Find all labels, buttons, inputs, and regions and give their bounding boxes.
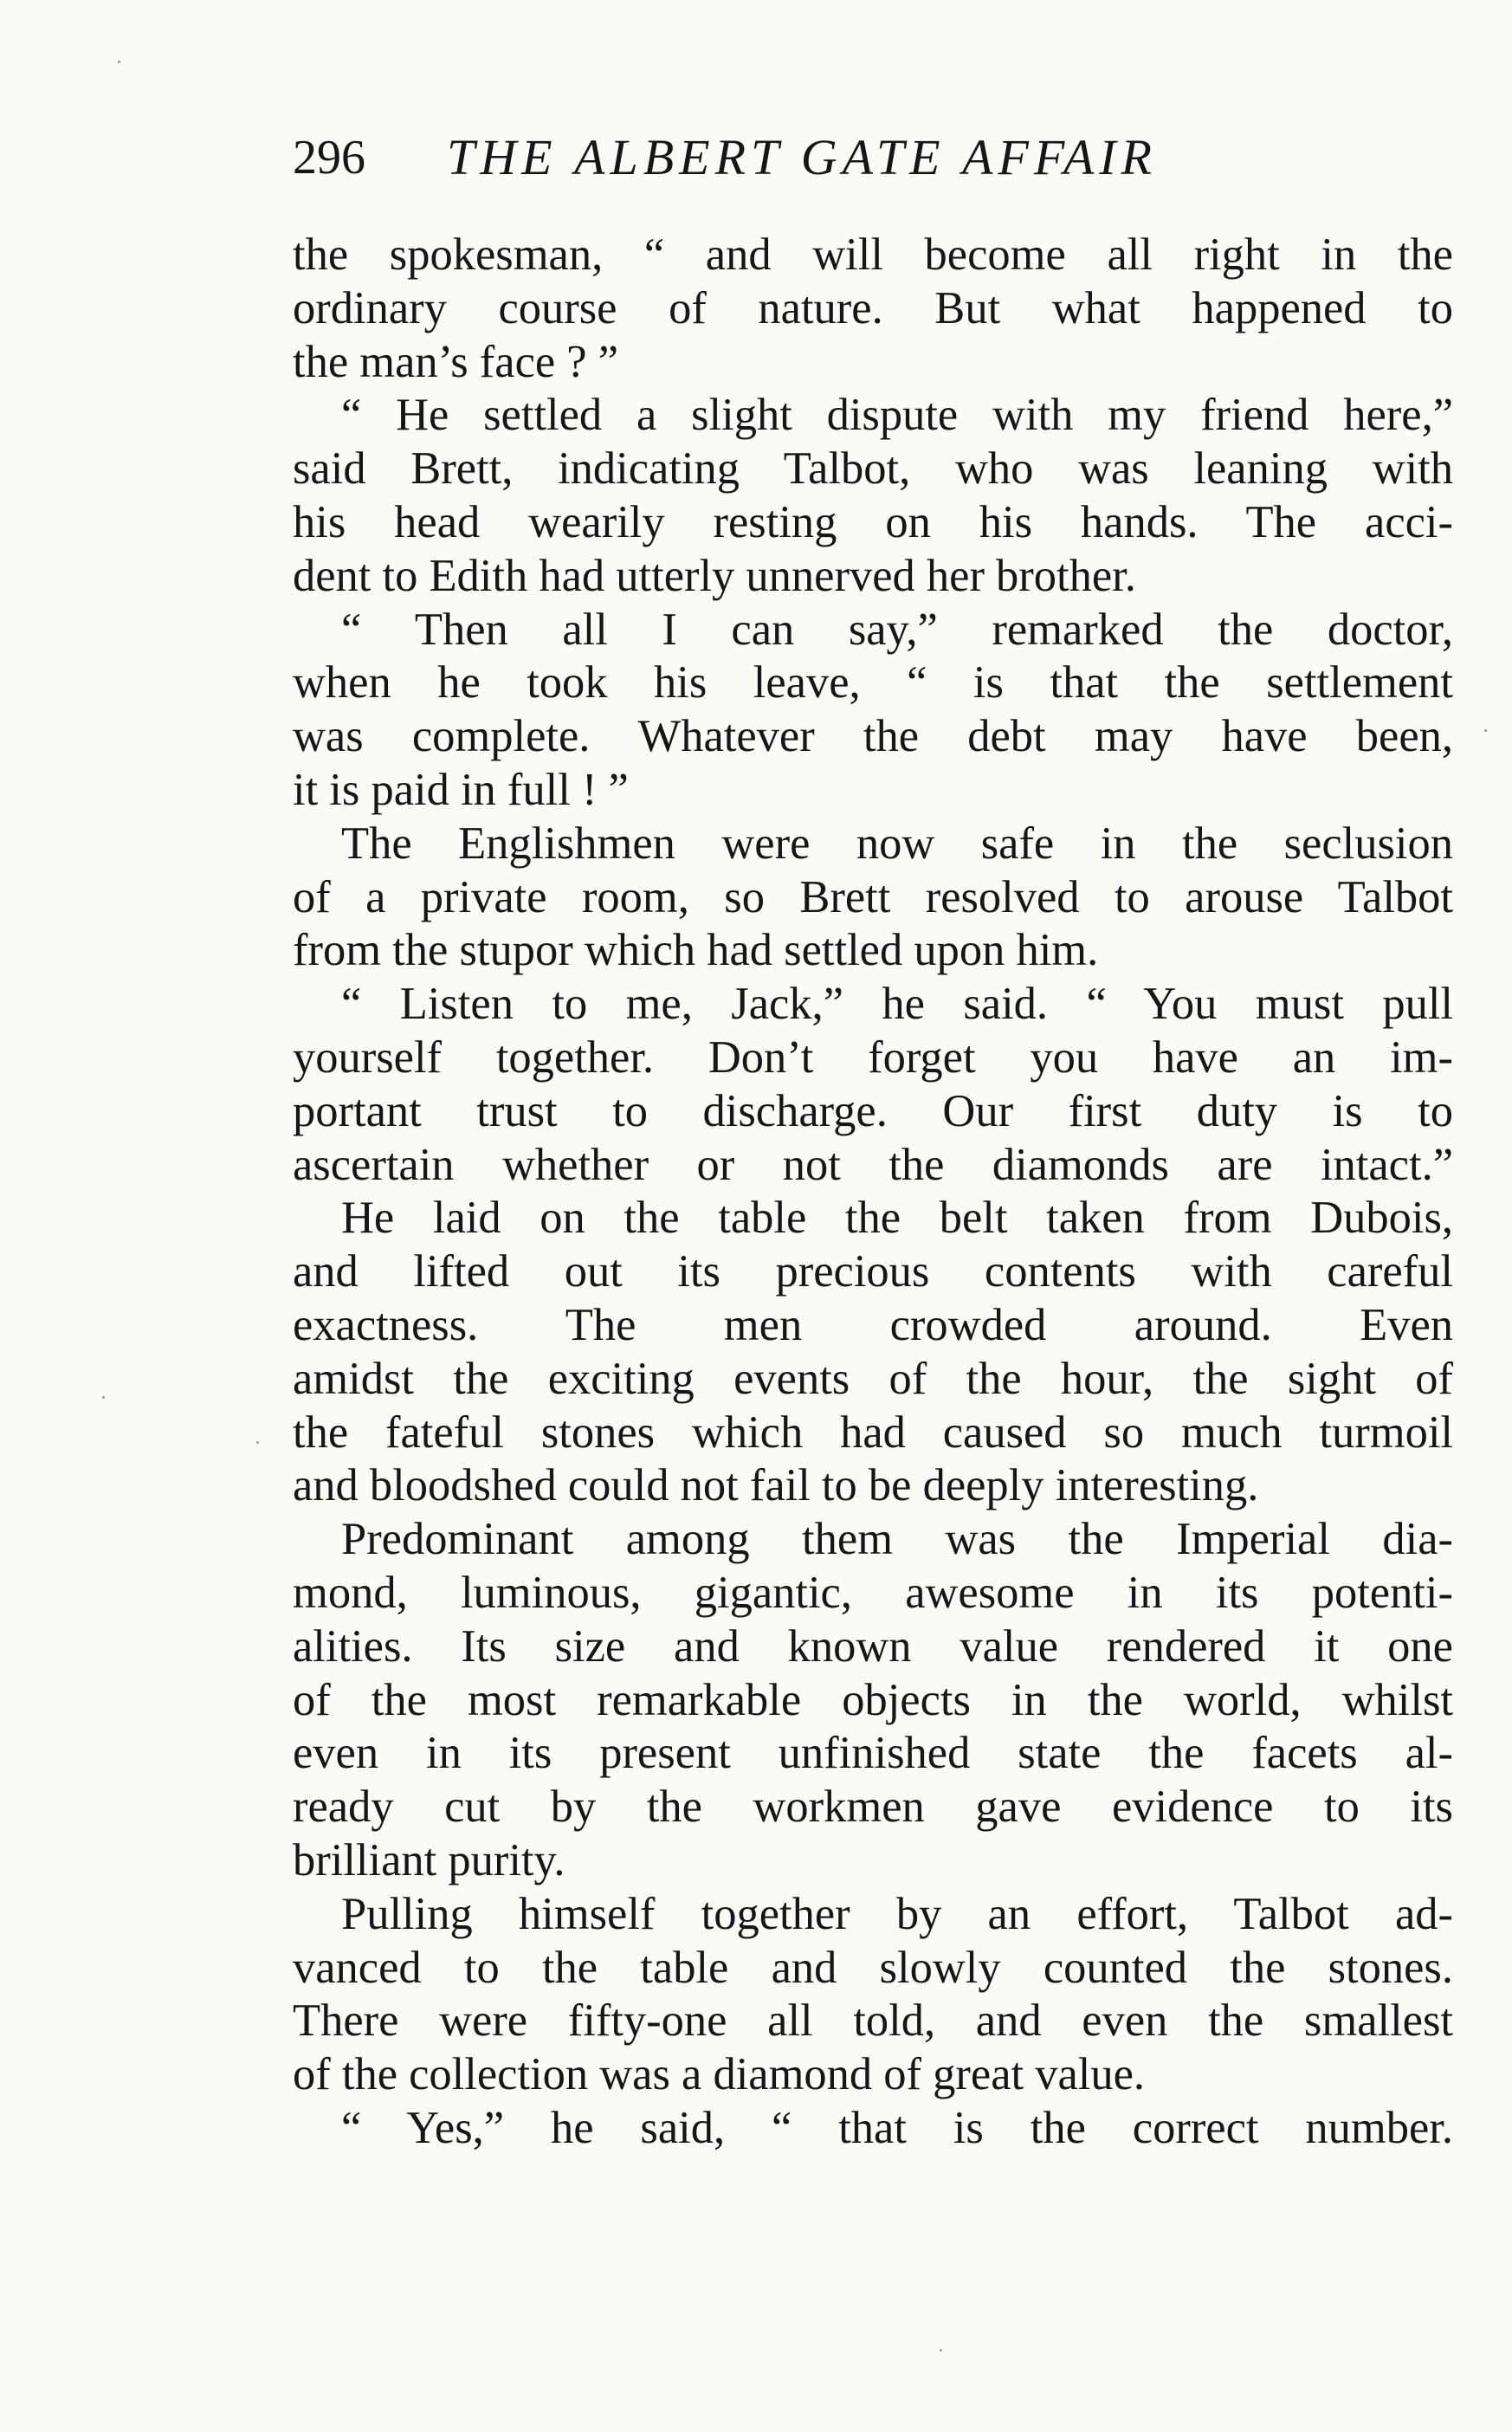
text-line: The Englishmen were now safe in the seclusion: [341, 818, 1453, 869]
page-header: [293, 123, 1453, 192]
text-line: amidst the exciting events of the hour, the sight of: [293, 1353, 1453, 1404]
text-line: mond, luminous, gigantic, awesome in its potenti-: [293, 1567, 1453, 1618]
text-line: alities. Its size and known value rendered it one: [293, 1620, 1453, 1672]
text-line: was complete. Whatever the debt may have been,: [293, 711, 1453, 762]
text-line: the spokesman, “ and will become all right in the: [293, 230, 1453, 280]
text-line: said Brett, indicating Talbot, who was leaning with: [293, 443, 1453, 495]
text-line: exactness. The men crowded around. Even: [293, 1299, 1453, 1350]
page-number: 296: [293, 131, 365, 184]
text-line: He laid on the table the belt taken from Dubois,: [341, 1193, 1453, 1244]
text-line: dent to Edith had utterly unnerved her brother.: [293, 550, 1136, 601]
paper-speck: [940, 2349, 942, 2351]
text-line: ordinary course of nature. But what happened to: [293, 282, 1453, 333]
text-line: and lifted out its precious contents with careful: [293, 1246, 1453, 1297]
text-line: “ Listen to me, Jack,” he said. “ You must pull: [341, 979, 1453, 1030]
text-line: of a private room, so Brett resolved to arouse Talbot: [293, 871, 1453, 922]
paper-speck: [102, 1396, 105, 1399]
text-line: it is paid in full ! ”: [293, 764, 629, 815]
text-line: portant trust to discharge. Our first duty is to: [293, 1085, 1453, 1136]
text-line: vanced to the table and slowly counted the stones.: [293, 1942, 1453, 1993]
text-line: There were fifty-one all told, and even the smallest: [293, 1995, 1453, 2047]
text-line: when he took his leave, “ is that the settlement: [293, 657, 1453, 708]
body-text: [293, 229, 1453, 2156]
paper-speck: [256, 1441, 259, 1444]
text-line: ascertain whether or not the diamonds are intact.”: [293, 1139, 1453, 1190]
text-line: brilliant purity.: [293, 1834, 565, 1885]
text-line: Pulling himself together by an effort, Talbot ad-: [341, 1888, 1453, 1939]
text-line: “ Then all I can say,” remarked the doctor,: [341, 604, 1453, 655]
text-line: ready cut by the workmen gave evidence to its: [293, 1782, 1453, 1833]
running-title: THE ALBERT GATE AFFAIR: [447, 129, 1157, 185]
text-line: the man’s face ? ”: [293, 336, 619, 387]
text-line: the fateful stones which had caused so much turmoil: [293, 1407, 1453, 1458]
text-line: of the collection was a diamond of great value.: [293, 2049, 1146, 2100]
text-line: of the most remarkable objects in the world, whilst: [293, 1674, 1453, 1725]
paper-speck: [1484, 729, 1487, 732]
text-line: his head wearily resting on his hands. The acci-: [293, 496, 1453, 547]
text-line: and bloodshed could not fail to be deeply interesting.: [293, 1460, 1259, 1511]
text-line: even in its present unfinished state the facets al-: [293, 1728, 1453, 1779]
text-line: Predominant among them was the Imperial dia-: [341, 1514, 1453, 1565]
paper-speck: [118, 61, 120, 63]
text-line: yourself together. Don’t forget you have an im-: [293, 1032, 1453, 1083]
text-line: from the stupor which had settled upon him.: [293, 925, 1099, 976]
text-line: “ Yes,” he said, “ that is the correct number.: [341, 2102, 1453, 2153]
text-line: “ He settled a slight dispute with my friend here,”: [341, 390, 1453, 441]
